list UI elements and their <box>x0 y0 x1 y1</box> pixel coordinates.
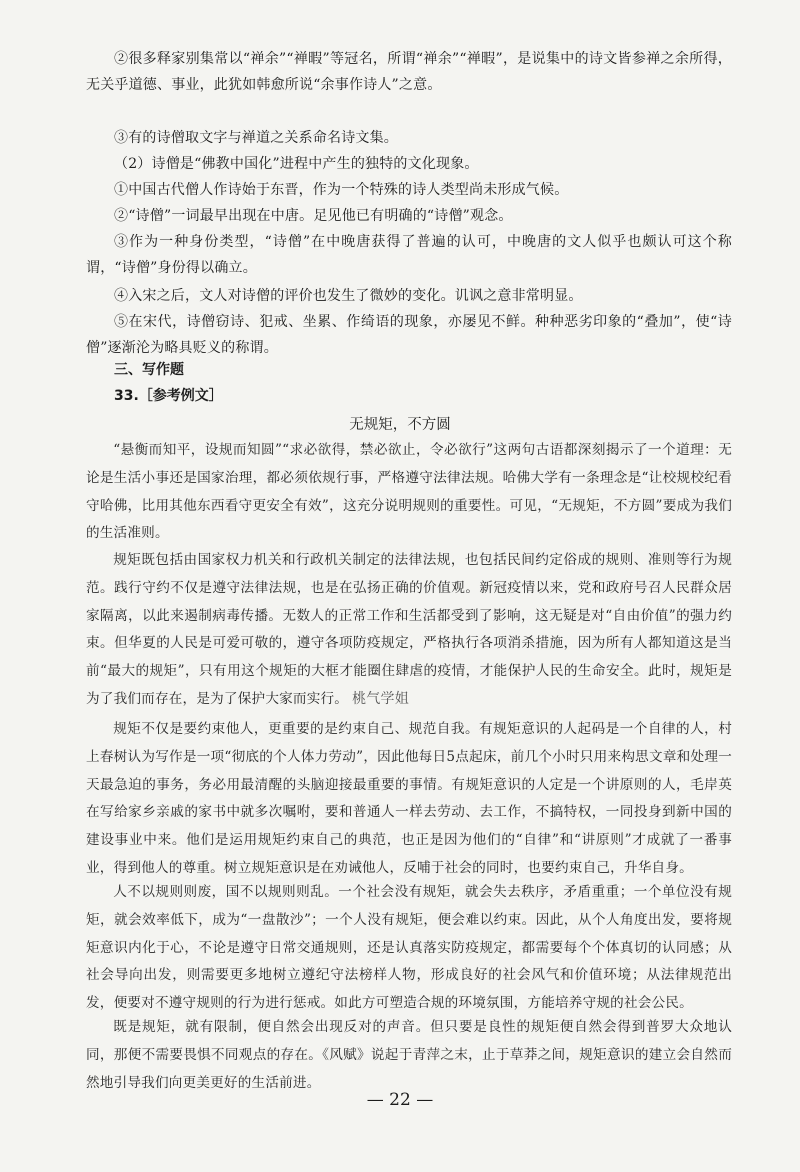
answer-note-2: ②很多释家别集常以“禅余”“禅暇”等冠名，所谓“禅余”“禅暇”，是说集中的诗文皆参禅之余所得，无关乎道德、事业，此犹如韩愈所说“余事作诗人”之意。 <box>86 51 732 94</box>
answer-subpoint-2: ②“诗僧”一词最早出现在中唐。足见他已有明确的“诗僧”观念。 <box>114 208 513 224</box>
answer-subpoint-4: ④入宋之后，文人对诗僧的评价也发生了微妙的变化。讥讽之意非常明显。 <box>114 288 583 304</box>
answer-subpoint-1: ①中国古代僧人作诗始于东晋，作为一个特殊的诗人类型尚未形成气候。 <box>114 182 569 198</box>
essay-paragraph-1: “悬衡而知平，设规而知圆”“求必欲得，禁必欲止，令必欲行”这两句古语都深刻揭示了一个道理：无论是生活小事还是国家治理，都必须依规行事，严格遵守法律法规。哈佛大学有一条理念是“让校规校纪看守哈佛，比用其他东西看守更安全有效”，这充分说明规则的重要性。可见，“无规矩，不方圆”要成为我们的生活准则。 <box>86 442 732 542</box>
page-number: — 22 — <box>366 1090 434 1110</box>
answer-point-2: （2）诗僧是“佛教中国化”进程中产生的独特的文化现象。 <box>114 156 479 172</box>
essay-title: 无规矩，不方圆 <box>349 417 451 433</box>
question-33-label: 33.［参考例文］ <box>114 388 223 404</box>
section-heading-writing: 三、写作题 <box>114 362 184 378</box>
essay-paragraph-4: 人不以规则则废，国不以规则则乱。一个社会没有规矩，就会失去秩序，矛盾重重；一个单位没有规矩，就会效率低下，成为“一盘散沙”；一个人没有规矩，便会难以约束。因此，从个人角度出发，要将规矩意识内化于心，不论是遵守日常交通规则，还是认真落实防疫规定，都需要每个个体真切的认同感；从社会导向出发，则需要更多地树立遵纪守法榜样人物，形成良好的社会风气和价值环境；从法律规范出发，便要对不遵守规则的行为进行惩戒。如此方可塑造合规的环境氛围，方能培养守规的社会公民。 <box>86 884 732 1012</box>
essay-paragraph-3: 规矩不仅是要约束他人，更重要的是约束自己、规范自我。有规矩意识的人起码是一个自律的人，村上春树认为写作是一项“彻底的个人体力劳动”，因此他每日5点起床，前几个小时只用来构思文章和处理一天最急迫的事务，务必用最清醒的头脑迎接最重要的事情。有规矩意识的人定是一个讲原则的人，毛岸英在写给家乡亲戚的家书中就多次嘱咐，要和普通人一样去劳动、去工作，不搞特权，一同投身到新中国的建设事业中来。他们是运用规矩约束自己的典范，也正是因为他们的“自律”和“讲原则”才成就了一番事业，得到他人的尊重。树立规矩意识是在劝诫他人，反哺于社会的同时，也要约束自己，升华自身。 <box>86 721 732 876</box>
essay-paragraph-2-text: 规矩既包括由国家权力机关和行政机关制定的法律法规，也包括民间约定俗成的规则、准则等行为规范。践行守约不仅是遵守法律法规，也是在弘扬正确的价值观。新冠疫情以来，党和政府号召人民群众居家隔离，以此来遏制病毒传播。无数人的正常工作和生活都受到了影响，这无疑是对“自由价值”的强力约束。但华夏的人民是可爱可敬的，遵守各项防疫规定，严格执行各项消杀措施，因为所有人都知道这是当前“最大的规矩”，只有用这个规矩的大框才能圈住肆虐的疫情，才能保护人民的生命安全。此时，规矩是为了我们而存在，是为了保护大家而实行。 <box>86 552 732 707</box>
answer-note-3: ③有的诗僧取文字与禅道之关系命名诗文集。 <box>114 130 398 146</box>
answer-subpoint-3: ③作为一种身份类型，“诗僧”在中晚唐获得了普遍的认可，中晚唐的文人似乎也颇认可这个称谓，“诗僧”身份得以确立。 <box>86 234 732 277</box>
essay-paragraph-5: 既是规矩，就有限制，便自然会出现反对的声音。但只要是良性的规矩便自然会得到普罗大众地认同，那便不需要畏惧不同观点的存在。《风赋》说起于青萍之末，止于草莽之间，规矩意识的建立会自然而然地引导我们向更美更好的生活前进。 <box>86 1019 732 1091</box>
answer-subpoint-5: ⑤在宋代，诗僧窃诗、犯戒、坐累、作绮语的现象，亦屡见不鲜。种种恶劣印象的“叠加”，使“诗僧”逐渐沦为略具贬义的称谓。 <box>86 314 732 357</box>
watermark-text: 桃气学姐 <box>352 690 409 707</box>
essay-paragraph-2 <box>86 547 732 714</box>
